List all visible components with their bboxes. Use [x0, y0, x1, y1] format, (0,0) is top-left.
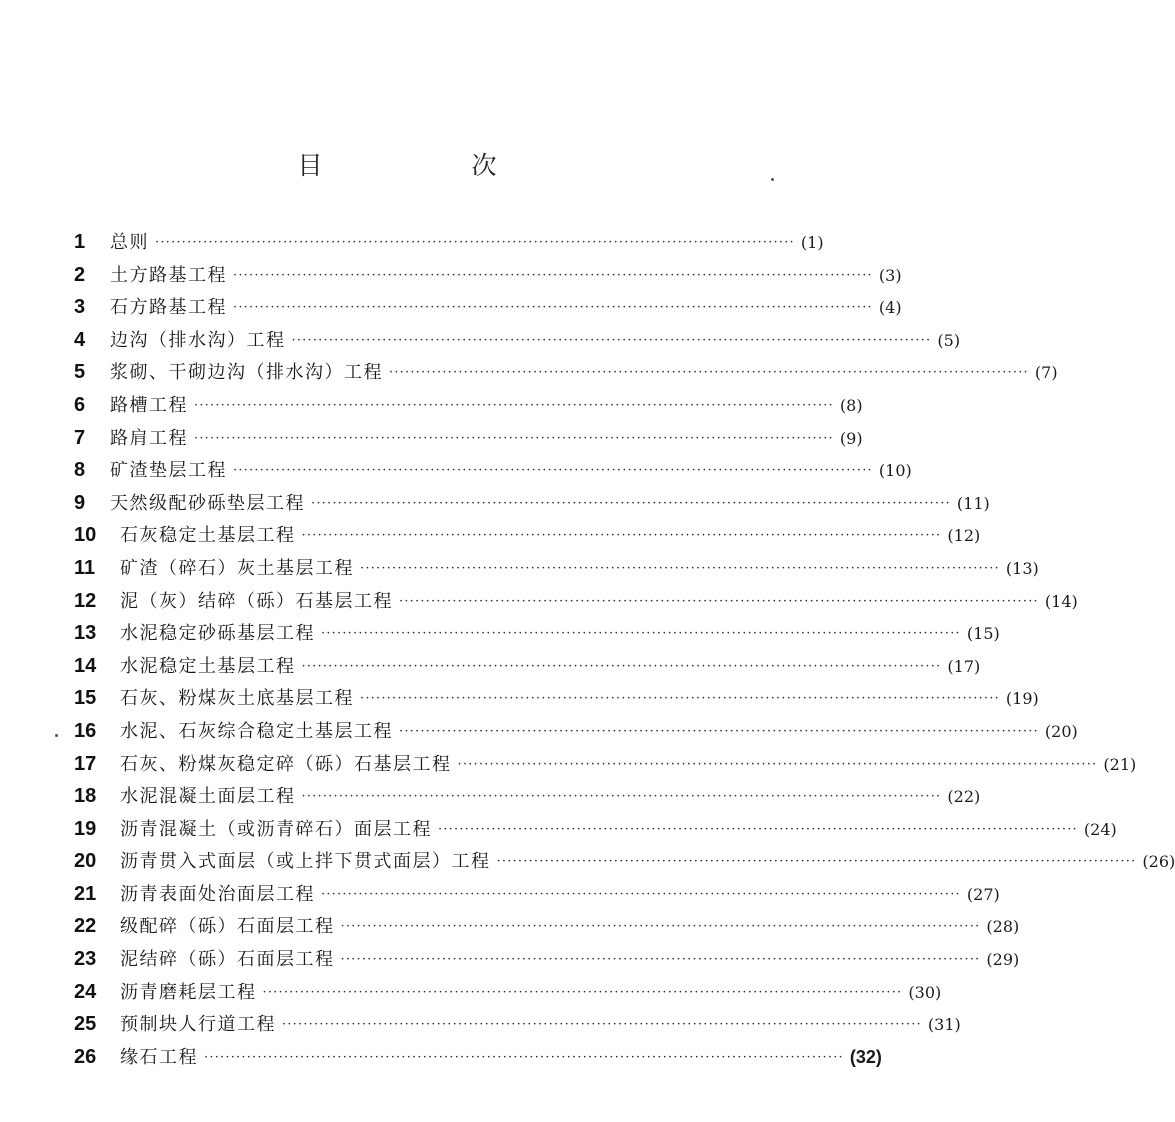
toc-entry-number: 18 — [74, 785, 97, 808]
toc-entry-title: 土方路基工程 — [110, 264, 227, 286]
toc-entry-number: 25 — [74, 1013, 97, 1036]
dot-leader: ························································································································ — [340, 919, 981, 935]
toc-entry — [72, 750, 1137, 783]
toc-entry-page: (1) — [800, 233, 824, 252]
toc-entry-title: 缘石工程 — [120, 1046, 198, 1068]
toc-entry-page: (21) — [1103, 754, 1137, 774]
toc-entry — [72, 619, 1000, 652]
toc-entry-number: 2 — [74, 263, 86, 286]
dot-leader: ························································································································ — [155, 235, 795, 250]
toc-entry — [72, 652, 981, 685]
toc-entry-page: (31) — [927, 1015, 961, 1035]
toc-entry-number: 8 — [74, 459, 86, 482]
toc-entry-title: 级配碎（砾）石面层工程 — [120, 916, 335, 938]
scan-speck — [771, 178, 774, 181]
toc-entry-number: 24 — [74, 980, 97, 1003]
dot-leader: ························································································································ — [399, 723, 1039, 739]
dot-leader: ························································································································ — [360, 691, 1000, 707]
toc-entry — [72, 717, 1078, 750]
toc-entry-number: 26 — [74, 1045, 97, 1068]
toc-entry — [72, 326, 961, 359]
toc-entry — [72, 521, 981, 554]
toc-entry-page: (7) — [1034, 363, 1058, 383]
toc-entry-title: 天然级配砂砾垫层工程 — [110, 492, 305, 514]
toc-entry — [72, 554, 1039, 587]
toc-entry-page: (14) — [1044, 591, 1078, 611]
toc-entry-page: (32) — [849, 1046, 882, 1067]
toc-entry-page: (5) — [937, 330, 961, 350]
dot-leader: ························································································································ — [233, 267, 873, 283]
toc-entry — [72, 391, 863, 424]
toc-entry-number: 11 — [74, 556, 96, 579]
toc-entry-title: 水泥稳定砂砾基层工程 — [120, 623, 315, 645]
toc-entry-title: 泥（灰）结碎（砾）石基层工程 — [120, 590, 393, 612]
toc-entry-number: 1 — [74, 231, 86, 253]
dot-leader: ························································································································ — [321, 886, 961, 902]
toc-entry-page: (12) — [947, 526, 981, 546]
toc-entry-number: 13 — [74, 622, 97, 645]
toc-entry-page: (30) — [908, 982, 942, 1002]
toc-entry — [72, 424, 863, 457]
toc-entry-number: 15 — [74, 687, 97, 710]
toc-entry — [72, 912, 1020, 945]
toc-entry-title: 矿渣（碎石）灰土基层工程 — [120, 557, 354, 579]
toc-entry-title: 沥青磨耗层工程 — [120, 981, 257, 1003]
toc-entry-number: 20 — [74, 850, 97, 873]
dot-leader: ························································································································ — [457, 756, 1098, 772]
toc-entry — [72, 1010, 961, 1043]
toc-entry-title: 沥青混凝土（或沥青碎石）面层工程 — [120, 818, 432, 840]
toc-entry-title: 水泥稳定土基层工程 — [120, 655, 296, 677]
toc-entry — [72, 587, 1078, 620]
toc-entry — [72, 782, 981, 815]
toc-entry — [72, 228, 824, 261]
dot-leader: ························································································································ — [496, 854, 1137, 870]
toc-entry-title: 路槽工程 — [110, 394, 188, 416]
toc-entry-title: 泥结碎（砾）石面层工程 — [120, 949, 335, 971]
dot-leader: ························································································································ — [301, 789, 942, 805]
toc-entry — [72, 684, 1039, 717]
toc-entry — [72, 293, 902, 326]
toc-entry-title: 预制块人行道工程 — [120, 1014, 276, 1036]
toc-entry-page: (4) — [878, 298, 902, 318]
dot-leader: ························································································································ — [321, 626, 961, 642]
toc-entry — [72, 945, 1020, 978]
toc-entry-page: (17) — [947, 656, 981, 676]
toc-entry — [72, 261, 902, 294]
toc-entry — [72, 880, 1000, 913]
dot-leader: ························································································································ — [233, 300, 873, 316]
toc-entry-page: (10) — [878, 461, 912, 481]
toc-entry-page: (27) — [966, 884, 1000, 904]
toc-entry-page: (26) — [1142, 852, 1175, 872]
toc-entry-number: 5 — [74, 361, 86, 384]
toc-entry — [72, 978, 942, 1011]
toc-entry-title: 石灰、粉煤灰土底基层工程 — [120, 688, 354, 710]
toc-entry-number: 12 — [74, 589, 97, 612]
toc-entry-page: (28) — [986, 917, 1020, 937]
toc-entry-number: 10 — [74, 524, 97, 547]
toc-entry-title: 沥青贯入式面层（或上拌下贯式面层）工程 — [120, 851, 491, 873]
toc-entry-number: 6 — [74, 393, 86, 416]
toc-entry-title: 水泥混凝土面层工程 — [120, 786, 296, 808]
toc-entry-page: (11) — [956, 493, 990, 513]
toc-entry-number: 16 — [74, 719, 97, 742]
toc-entry — [72, 847, 1175, 880]
toc-entry-page: (19) — [1005, 689, 1039, 709]
dot-leader: ························································································································ — [233, 463, 873, 479]
toc-entry-page: (29) — [986, 950, 1020, 970]
page-title: 目 次 — [297, 151, 559, 180]
toc-entry — [72, 358, 1058, 391]
toc-entry — [72, 815, 1117, 848]
toc-entry-page: (20) — [1044, 721, 1078, 741]
toc-entry — [72, 456, 912, 489]
dot-leader: ························································································································ — [360, 560, 1000, 576]
dot-leader: ························································································································ — [262, 984, 903, 1000]
toc-entry-title: 水泥、石灰综合稳定土基层工程 — [120, 720, 393, 742]
toc-entry-number: 17 — [74, 752, 97, 775]
toc-entry-number: 14 — [74, 654, 97, 677]
toc-entry — [72, 1043, 882, 1076]
toc-entry — [72, 489, 990, 522]
dot-leader: ························································································································ — [204, 1049, 844, 1065]
toc-entry-title: 边沟（排水沟）工程 — [110, 329, 286, 351]
toc-entry-number: 9 — [74, 491, 86, 514]
toc-entry-number: 19 — [74, 817, 97, 840]
dot-leader: ························································································································ — [399, 593, 1039, 609]
toc-entry-title: 石方路基工程 — [110, 297, 227, 319]
dot-leader: ························································································································ — [301, 658, 942, 674]
toc-entry-title: 沥青表面处治面层工程 — [120, 883, 315, 905]
toc-entry-title: 石灰、粉煤灰稳定碎（砾）石基层工程 — [120, 753, 452, 775]
toc-entry-number: 3 — [74, 296, 86, 319]
toc-entry-number: 7 — [74, 426, 86, 449]
toc-entry-title: 路肩工程 — [110, 427, 188, 449]
dot-leader: ························································································································ — [282, 1017, 922, 1033]
toc-entry-title: 浆砌、干砌边沟（排水沟）工程 — [110, 362, 383, 384]
toc-entry-title: 总则 — [110, 232, 149, 253]
toc-entry-title: 矿渣垫层工程 — [110, 460, 227, 482]
toc-entry-page: (13) — [1005, 558, 1039, 578]
toc-entry-page: (9) — [839, 428, 863, 448]
dot-leader: ························································································································ — [291, 332, 932, 348]
toc-entry-title: 石灰稳定土基层工程 — [120, 525, 296, 547]
dot-leader: ························································································································ — [340, 952, 981, 968]
table-of-contents — [72, 228, 1175, 1075]
toc-entry-page: (22) — [947, 787, 981, 807]
dot-leader: ························································································································ — [301, 528, 942, 544]
toc-entry-number: 4 — [74, 328, 86, 351]
toc-entry-number: 23 — [74, 948, 97, 971]
dot-leader: ························································································································ — [438, 821, 1078, 837]
toc-entry-number: 22 — [74, 915, 97, 938]
dot-leader: ························································································································ — [389, 365, 1029, 381]
toc-entry-page: (24) — [1083, 819, 1117, 839]
dot-leader: ························································································································ — [194, 430, 834, 446]
dot-leader: ························································································································ — [311, 495, 951, 511]
toc-entry-number: 21 — [74, 882, 97, 905]
scan-speck — [55, 734, 58, 737]
toc-entry-page: (15) — [966, 624, 1000, 644]
dot-leader: ························································································································ — [194, 397, 834, 413]
toc-entry-page: (3) — [878, 265, 902, 285]
toc-entry-page: (8) — [839, 395, 863, 415]
